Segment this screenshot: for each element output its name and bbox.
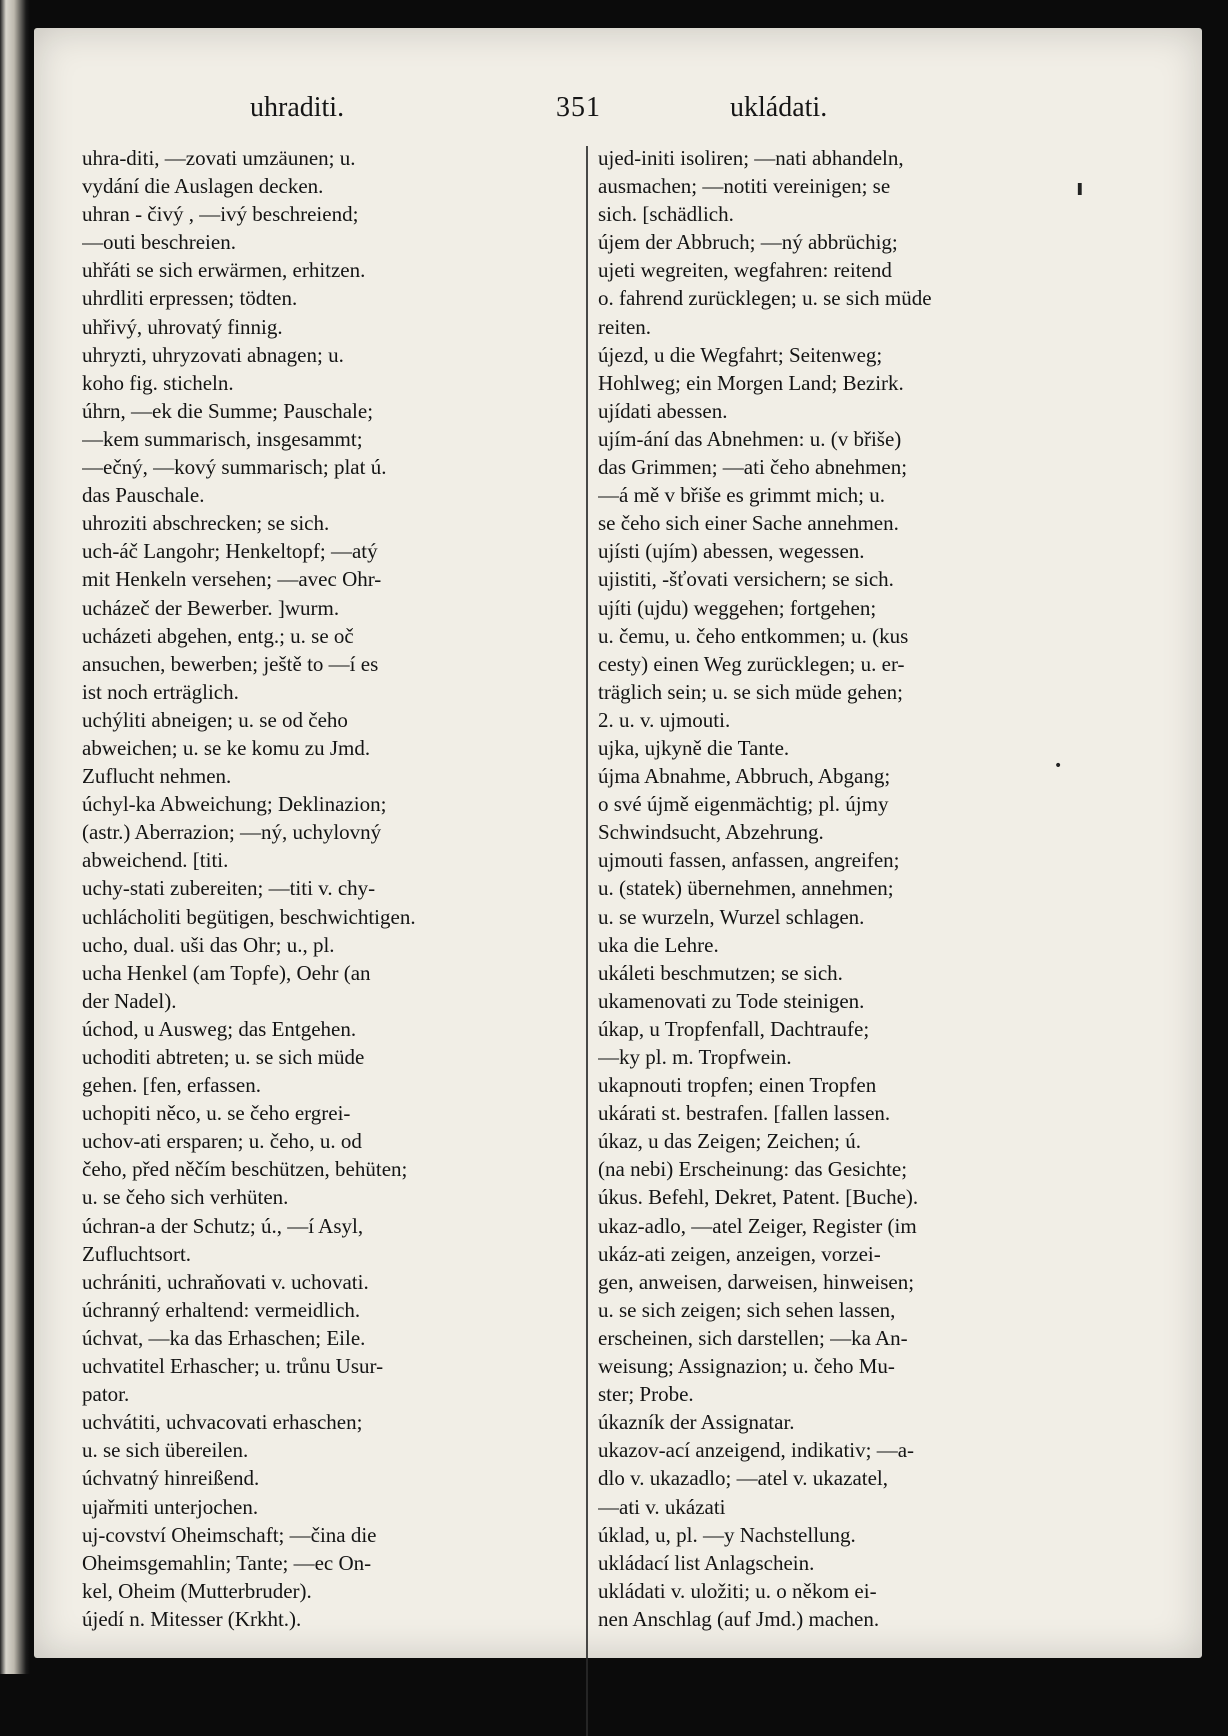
dictionary-line: úchran-a der Schutz; ú., —í Asyl, xyxy=(82,1213,364,1238)
dictionary-line: uhrdliti erpressen; tödten. xyxy=(82,286,298,311)
dictionary-line: uka die Lehre. xyxy=(598,932,719,957)
dictionary-line: ujíti (ujdu) weggehen; fortgehen; xyxy=(598,595,877,620)
dictionary-line: ukáleti beschmutzen; se sich. xyxy=(598,960,843,985)
dictionary-line: úchyl-ka Abweichung; Deklinazion; xyxy=(82,792,387,817)
dictionary-line: úklad, u, pl. —y Nachstellung. xyxy=(598,1522,856,1547)
dictionary-line: úkus. Befehl, Dekret, Patent. [Buche). xyxy=(598,1185,919,1210)
dictionary-line: ukládací list Anlagschein. xyxy=(598,1550,815,1575)
dictionary-line: uchvátiti, uchvacovati erhaschen; xyxy=(82,1410,363,1435)
left-guide-word: uhraditi. xyxy=(250,92,345,123)
dictionary-line: ist noch erträglich. xyxy=(82,679,239,704)
dictionary-line: úchranný erhaltend: vermeidlich. xyxy=(82,1297,361,1322)
dictionary-line: ucházeti abgehen, entg.; u. se oč xyxy=(82,623,354,648)
dictionary-line: úchod, u Ausweg; das Entgehen. xyxy=(82,1016,357,1041)
dictionary-line: nen Anschlag (auf Jmd.) machen. xyxy=(598,1606,880,1631)
dictionary-line: abweichend. [titi. xyxy=(82,848,229,873)
dictionary-line: ujmouti fassen, anfassen, angreifen; xyxy=(598,848,900,873)
dictionary-line: cesty) einen Weg zurücklegen; u. er- xyxy=(598,651,905,676)
dictionary-line: ujísti (ujím) abessen, wegessen. xyxy=(598,539,865,564)
dictionary-line: das Pauschale. xyxy=(82,483,205,508)
dictionary-line: uhroziti abschrecken; se sich. xyxy=(82,511,330,536)
dictionary-line: ujka, ujkyně die Tante. xyxy=(598,735,790,760)
right-column xyxy=(598,144,1098,1633)
dictionary-line: —ky pl. m. Tropfwein. xyxy=(598,1045,792,1069)
dictionary-line: —ati v. ukázati xyxy=(598,1494,726,1519)
dictionary-line: abweichen; u. se ke komu zu Jmd. xyxy=(82,735,371,760)
dictionary-line: uchov-ati ersparen; u. čeho, u. od xyxy=(82,1129,362,1154)
dictionary-line: uchrániti, uchraňovati v. uchovati. xyxy=(82,1269,369,1294)
dictionary-line: —ečný, —kový summarisch; plat ú. xyxy=(82,455,387,480)
dictionary-line: ujed-initi isoliren; —nati abhandeln, xyxy=(598,146,904,170)
left-column xyxy=(82,144,580,1633)
book-binding-edge xyxy=(0,0,30,1674)
dictionary-line: das Grimmen; —ati čeho abnehmen; xyxy=(598,455,908,480)
dictionary-line: újma Abnahme, Abbruch, Abgang; xyxy=(598,764,891,789)
dictionary-line: o své újmě eigenmächtig; pl. újmy xyxy=(598,792,889,817)
dictionary-line: uchy-stati zubereiten; —titi v. chy- xyxy=(82,876,376,901)
dictionary-line: —outi beschreien. xyxy=(82,230,236,255)
dictionary-line: erscheinen, sich darstellen; —ka An- xyxy=(598,1325,908,1350)
dictionary-line: ukazov-ací anzeigend, indikativ; —a- xyxy=(598,1438,915,1463)
dictionary-line: Schwindsucht, Abzehrung. xyxy=(598,820,824,845)
dictionary-line: gen, anweisen, darweisen, hinweisen; xyxy=(598,1269,915,1294)
dictionary-line: mit Henkeln versehen; —avec Ohr- xyxy=(82,567,382,592)
dictionary-line: u. čemu, u. čeho entkommen; u. (kus xyxy=(598,623,909,648)
dictionary-line: (na nebi) Erscheinung: das Gesichte; xyxy=(598,1157,908,1182)
dictionary-line: uchlácholiti begütigen, beschwichtigen. xyxy=(82,904,416,929)
dictionary-line: ucha Henkel (am Topfe), Oehr (an xyxy=(82,960,371,985)
dictionary-line: ujistiti, -šťovati versichern; se sich. xyxy=(598,567,894,592)
dictionary-line: čeho, před něčím beschützen, behüten; xyxy=(82,1157,408,1182)
dictionary-line: újem der Abbruch; —ný abbrüchig; xyxy=(598,230,898,255)
dictionary-line: újedí n. Mitesser (Krkht.). xyxy=(82,1606,302,1631)
dictionary-line: u. (statek) übernehmen, annehmen; xyxy=(598,876,894,901)
dictionary-line: ukaz-adlo, —atel Zeiger, Register (im xyxy=(598,1213,917,1238)
dictionary-line: ujeti wegreiten, wegfahren: reitend xyxy=(598,258,892,283)
dictionary-line: koho fig. sticheln. xyxy=(82,370,234,395)
dictionary-line: —kem summarisch, insgesammt; xyxy=(82,426,363,451)
dictionary-line: uhra-diti, —zovati umzäunen; u. xyxy=(82,146,356,170)
dictionary-line: sich. [schädlich. xyxy=(598,202,734,227)
dictionary-line: uhřivý, uhrovatý finnig. xyxy=(82,314,283,339)
dictionary-line: u. se wurzeln, Wurzel schlagen. xyxy=(598,904,865,929)
column-divider xyxy=(586,146,588,1736)
dictionary-line: uj-covství Oheimschaft; —čina die xyxy=(82,1522,377,1547)
dictionary-line: ster; Probe. xyxy=(598,1382,694,1407)
dictionary-line: —á mě v břiše es grimmt mich; u. xyxy=(598,483,885,508)
dictionary-line: uhřáti se sich erwärmen, erhitzen. xyxy=(82,258,366,283)
dictionary-line: u. se sich zeigen; sich sehen lassen, xyxy=(598,1297,896,1322)
page-number: 351 xyxy=(556,92,601,123)
dictionary-line: Hohlweg; ein Morgen Land; Bezirk. xyxy=(598,370,904,395)
dictionary-line: úchvat, —ka das Erhaschen; Eile. xyxy=(82,1325,366,1350)
dictionary-line: pator. xyxy=(82,1382,130,1407)
dictionary-line: uchopiti něco, u. se čeho ergrei- xyxy=(82,1101,351,1126)
right-guide-word: ukládati. xyxy=(730,92,828,123)
dictionary-line: ujídati abessen. xyxy=(598,398,728,423)
dictionary-line: dlo v. ukazadlo; —atel v. ukazatel, xyxy=(598,1466,889,1491)
dictionary-line: gehen. [fen, erfassen. xyxy=(82,1073,261,1098)
dictionary-line: u. se sich übereilen. xyxy=(82,1438,249,1463)
dictionary-line: uhran - čivý , —ivý beschreiend; xyxy=(82,202,359,227)
dictionary-line: o. fahrend zurücklegen; u. se sich müde xyxy=(598,286,932,311)
dictionary-line: úkaz, u das Zeigen; Zeichen; ú. xyxy=(598,1129,861,1154)
dictionary-line: ukáz-ati zeigen, anzeigen, vorzei- xyxy=(598,1241,881,1266)
dictionary-line: úchvatný hinreißend. xyxy=(82,1466,260,1491)
dictionary-line: ucházeč der Bewerber. ]wurm. xyxy=(82,595,340,620)
dictionary-line: (astr.) Aberrazion; —ný, uchylovný xyxy=(82,820,382,845)
dictionary-line: weisung; Assignazion; u. čeho Mu- xyxy=(598,1354,895,1379)
dictionary-line: der Nadel). xyxy=(82,988,177,1013)
dictionary-line: úkap, u Tropfenfall, Dachtraufe; xyxy=(598,1016,870,1041)
dictionary-line: ujařmiti unterjochen. xyxy=(82,1494,259,1519)
dictionary-line: ansuchen, bewerben; ještě to —í es xyxy=(82,651,379,676)
dictionary-line: vydání die Auslagen decken. xyxy=(82,174,324,199)
dictionary-line: újezd, u die Wegfahrt; Seitenweg; xyxy=(598,342,883,367)
dictionary-line: 2. u. v. ujmouti. xyxy=(598,707,731,732)
dictionary-line: Zuflucht nehmen. xyxy=(82,764,232,789)
dictionary-line: ukárati st. bestrafen. [fallen lassen. xyxy=(598,1101,891,1126)
dictionary-line: uch-áč Langohr; Henkeltopf; —atý xyxy=(82,539,378,564)
dictionary-line: úhrn, —ek die Summe; Pauschale; xyxy=(82,398,374,423)
dictionary-line: uhryzti, uhryzovati abnagen; u. xyxy=(82,342,344,367)
dictionary-line: ucho, dual. uši das Ohr; u., pl. xyxy=(82,932,335,957)
dictionary-line: Oheimsgemahlin; Tante; —ec On- xyxy=(82,1550,372,1575)
dictionary-line: uchvatitel Erhascher; u. trůnu Usur- xyxy=(82,1354,384,1379)
dictionary-line: ausmachen; —notiti vereinigen; se xyxy=(598,174,891,199)
dictionary-line: kel, Oheim (Mutterbruder). xyxy=(82,1578,312,1603)
dictionary-line: ujím-ání das Abnehmen: u. (v břiše) xyxy=(598,426,902,451)
dictionary-line: ukládati v. uložiti; u. o někom ei- xyxy=(598,1578,877,1603)
dictionary-line: se čeho sich einer Sache annehmen. xyxy=(598,511,899,536)
dictionary-line: ukamenovati zu Tode steinigen. xyxy=(598,988,865,1013)
dictionary-line: reiten. xyxy=(598,314,652,339)
dictionary-line: träglich sein; u. se sich müde gehen; xyxy=(598,679,904,704)
dictionary-line: úkazník der Assignatar. xyxy=(598,1410,795,1435)
margin-dash-mark: ı xyxy=(1076,176,1084,201)
page-header xyxy=(210,92,910,132)
dictionary-line: uchýliti abneigen; u. se od čeho xyxy=(82,707,348,732)
dictionary-line: Zufluchtsort. xyxy=(82,1241,192,1266)
margin-dot-mark: • xyxy=(1054,758,1063,774)
dictionary-line: u. se čeho sich verhüten. xyxy=(82,1185,289,1210)
dictionary-line: ukapnouti tropfen; einen Tropfen xyxy=(598,1073,877,1098)
dictionary-line: uchoditi abtreten; u. se sich müde xyxy=(82,1045,365,1069)
